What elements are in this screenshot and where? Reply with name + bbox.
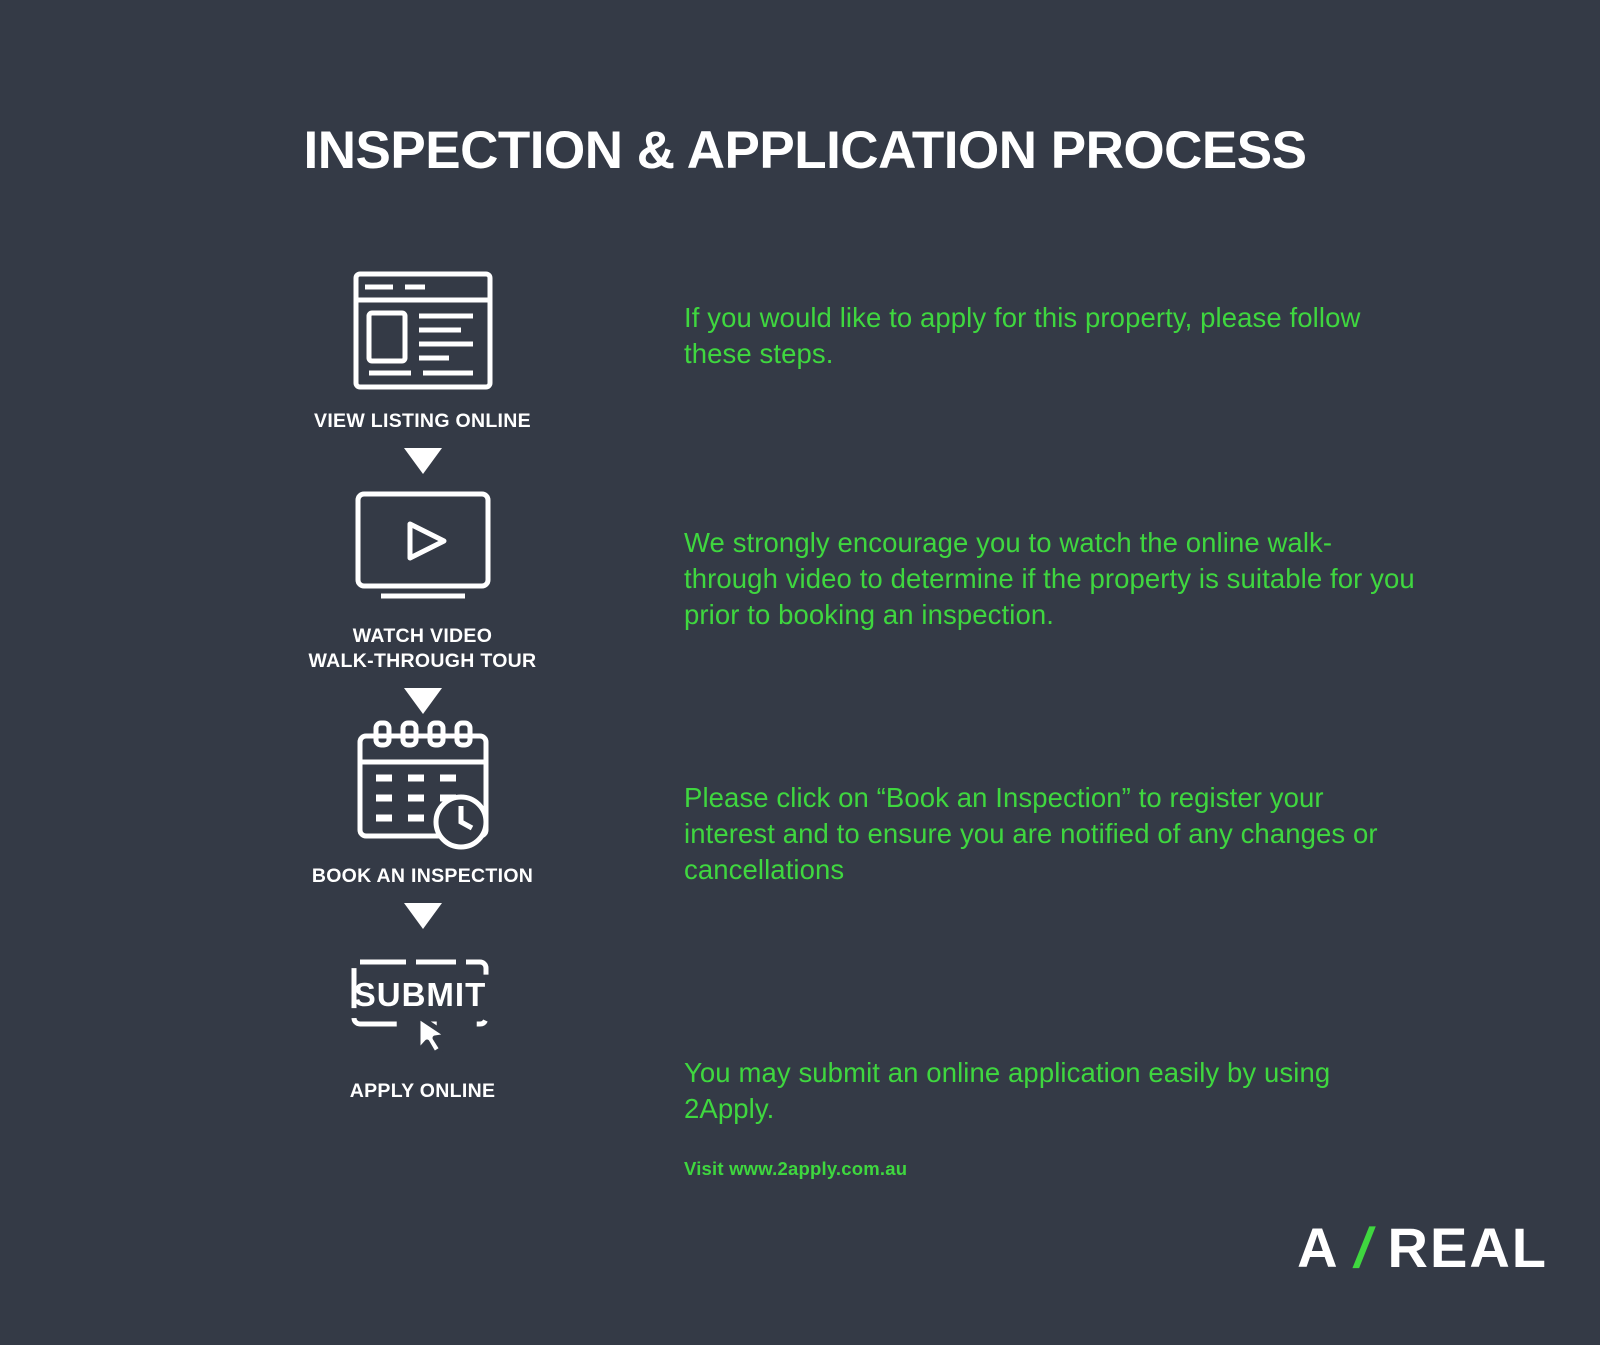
step-caption: APPLY ONLINE — [349, 1080, 496, 1102]
step-description-view-listing: If you would like to apply for this property, please follow these steps. — [684, 302, 1361, 369]
step-book-inspection — [275, 720, 570, 929]
step-description-watch-video: We strongly encourage you to watch the online walk-through video to determine if the property is suitable for you prior to booking an inspection. — [684, 527, 1415, 630]
step-watch-video — [275, 480, 570, 714]
step-apply-online — [275, 935, 570, 1104]
step-description-book-inspection: Please click on “Book an Inspection” to register your interest and to ensure you are notified of any changes or cancellations — [684, 782, 1378, 885]
step-caption: BOOK AN INSPECTION — [311, 865, 534, 887]
calendar-clock-icon — [275, 720, 570, 850]
visit-link[interactable]: Visit www.2apply.com.au — [684, 1158, 908, 1179]
step-caption — [275, 624, 570, 674]
logo-letter-a: A — [1297, 1216, 1340, 1279]
page-title: INSPECTION & APPLICATION PROCESS — [303, 121, 1307, 180]
logo-word-real: REAL — [1387, 1216, 1548, 1279]
flow-arrow-down-icon — [404, 688, 442, 714]
step-description-apply-online: You may submit an online application easily by using 2Apply. — [684, 1057, 1331, 1124]
video-play-icon — [275, 480, 570, 610]
step-view-listing — [275, 265, 570, 474]
submit-button-cursor-icon — [275, 935, 570, 1065]
step-caption-line-2: WALK-THROUGH TOUR — [308, 650, 537, 672]
logo-slash-icon: / — [1349, 1216, 1381, 1279]
flow-arrow-down-icon — [404, 448, 442, 474]
steps-column — [275, 265, 570, 1104]
step-caption: VIEW LISTING ONLINE — [314, 410, 531, 432]
step-caption-line-1: WATCH VIDEO — [352, 625, 493, 647]
browser-listing-icon — [275, 265, 570, 395]
svg-text:SUBMIT: SUBMIT — [353, 975, 486, 1013]
flow-arrow-down-icon — [404, 903, 442, 929]
brand-logo — [1297, 1215, 1548, 1280]
